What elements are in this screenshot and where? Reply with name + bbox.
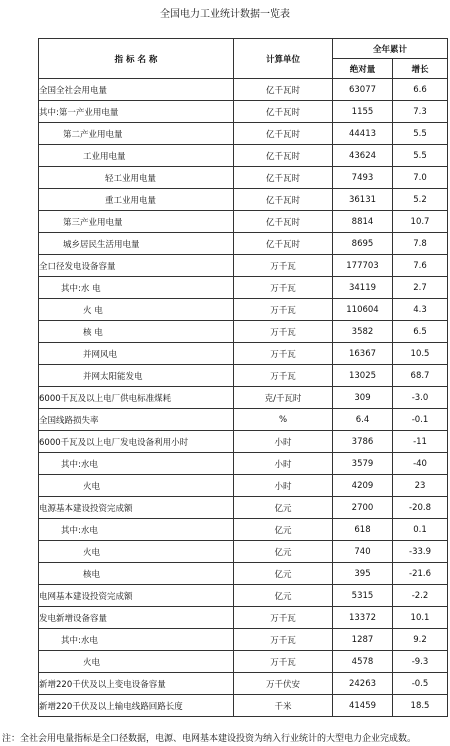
table-row — [39, 695, 448, 717]
indicator-cell — [39, 123, 234, 145]
header-unit: 计算单位 — [234, 39, 333, 79]
absolute-cell: 4578 — [333, 651, 393, 673]
unit-cell: 亿千瓦时 — [234, 123, 333, 145]
absolute-cell: 177703 — [333, 255, 393, 277]
growth-cell: 5.5 — [393, 123, 448, 145]
unit-cell: 亿千瓦时 — [234, 233, 333, 255]
absolute-cell: 3579 — [333, 453, 393, 475]
growth-cell: 7.8 — [393, 233, 448, 255]
indicator-cell — [39, 299, 234, 321]
absolute-cell: 13025 — [333, 365, 393, 387]
indicator-cell — [39, 321, 234, 343]
growth-cell: 5.2 — [393, 189, 448, 211]
growth-cell: 5.5 — [393, 145, 448, 167]
indicator-name: 火电 — [83, 657, 101, 668]
unit-cell: 万千瓦 — [234, 277, 333, 299]
absolute-cell: 7493 — [333, 167, 393, 189]
indicator-name: 并网太阳能发电 — [83, 371, 143, 382]
absolute-cell: 2700 — [333, 497, 393, 519]
growth-cell: 7.6 — [393, 255, 448, 277]
unit-cell: 万千瓦 — [234, 365, 333, 387]
growth-cell: 4.3 — [393, 299, 448, 321]
growth-cell: -3.0 — [393, 387, 448, 409]
table-row — [39, 189, 448, 211]
indicator-cell — [39, 563, 234, 585]
growth-cell: 2.7 — [393, 277, 448, 299]
unit-cell: 亿元 — [234, 497, 333, 519]
absolute-cell: 1287 — [333, 629, 393, 651]
table-row — [39, 519, 448, 541]
table-row — [39, 607, 448, 629]
indicator-cell — [39, 189, 234, 211]
indicator-name: 6000千瓦及以上电厂供电标准煤耗 — [39, 393, 172, 404]
header-indicator: 指 标 名 称 — [39, 39, 234, 79]
indicator-name: 新增220千伏及以上变电设备容量 — [39, 679, 166, 690]
indicator-cell — [39, 629, 234, 651]
indicator-cell — [39, 497, 234, 519]
unit-cell: 亿千瓦时 — [234, 189, 333, 211]
table-row — [39, 409, 448, 431]
indicator-cell — [39, 79, 234, 101]
absolute-cell: 8695 — [333, 233, 393, 255]
indicator-name: 全口径发电设备容量 — [39, 261, 116, 272]
indicator-cell — [39, 145, 234, 167]
indicator-name: 并网风电 — [83, 349, 118, 360]
indicator-cell — [39, 255, 234, 277]
indicator-cell — [39, 541, 234, 563]
unit-cell: 万千瓦 — [234, 607, 333, 629]
absolute-cell: 3582 — [333, 321, 393, 343]
table-row — [39, 123, 448, 145]
unit-cell: 亿元 — [234, 519, 333, 541]
indicator-cell — [39, 409, 234, 431]
indicator-name: 核 电 — [83, 327, 103, 338]
unit-cell: 万千瓦 — [234, 321, 333, 343]
indicator-cell — [39, 673, 234, 695]
absolute-cell: 618 — [333, 519, 393, 541]
growth-cell: 23 — [393, 475, 448, 497]
table-row — [39, 387, 448, 409]
statistics-table — [38, 38, 448, 717]
indicator-cell — [39, 695, 234, 717]
unit-cell: 小时 — [234, 475, 333, 497]
indicator-name: 其中:第一产业用电量 — [39, 107, 119, 118]
indicator-name: 其中:水 电 — [61, 283, 101, 294]
table-row — [39, 299, 448, 321]
absolute-cell: 24263 — [333, 673, 393, 695]
indicator-cell — [39, 211, 234, 233]
growth-cell: -21.6 — [393, 563, 448, 585]
table-row — [39, 431, 448, 453]
growth-cell: 7.3 — [393, 101, 448, 123]
indicator-name: 电网基本建设投资完成额 — [39, 591, 133, 602]
growth-cell: 10.7 — [393, 211, 448, 233]
indicator-name: 其中:水电 — [61, 635, 98, 646]
indicator-cell — [39, 387, 234, 409]
absolute-cell: 309 — [333, 387, 393, 409]
indicator-cell — [39, 519, 234, 541]
absolute-cell: 63077 — [333, 79, 393, 101]
indicator-cell — [39, 453, 234, 475]
unit-cell: 亿千瓦时 — [234, 101, 333, 123]
growth-cell: -0.1 — [393, 409, 448, 431]
table-title: 全国电力工业统计数据一览表 — [160, 9, 290, 20]
growth-cell: 0.1 — [393, 519, 448, 541]
indicator-cell — [39, 101, 234, 123]
absolute-cell: 4209 — [333, 475, 393, 497]
unit-cell: 万千伏安 — [234, 673, 333, 695]
indicator-cell — [39, 585, 234, 607]
growth-cell: -33.9 — [393, 541, 448, 563]
growth-cell: 9.2 — [393, 629, 448, 651]
absolute-cell: 3786 — [333, 431, 393, 453]
footnote: 注：全社会用电量指标是全口径数据，电源、电网基本建设投资为纳入行业统计的大型电力企业完成数。 — [2, 734, 417, 744]
absolute-cell: 36131 — [333, 189, 393, 211]
absolute-cell: 13372 — [333, 607, 393, 629]
indicator-cell — [39, 475, 234, 497]
unit-cell: 亿元 — [234, 585, 333, 607]
table-row — [39, 629, 448, 651]
indicator-name: 其中:水电 — [61, 459, 98, 470]
table-row — [39, 233, 448, 255]
absolute-cell: 1155 — [333, 101, 393, 123]
header-growth: 增长 — [393, 59, 448, 79]
growth-cell: 18.5 — [393, 695, 448, 717]
table-row — [39, 321, 448, 343]
indicator-name: 全国全社会用电量 — [39, 85, 108, 96]
table-row — [39, 453, 448, 475]
table-row — [39, 475, 448, 497]
growth-cell: -20.8 — [393, 497, 448, 519]
indicator-name: 发电新增设备容量 — [39, 613, 108, 624]
table-row — [39, 365, 448, 387]
indicator-cell — [39, 651, 234, 673]
growth-cell: 6.6 — [393, 79, 448, 101]
absolute-cell: 5315 — [333, 585, 393, 607]
unit-cell: 亿千瓦时 — [234, 167, 333, 189]
table-row — [39, 563, 448, 585]
table-row — [39, 145, 448, 167]
indicator-name: 其中:水电 — [61, 525, 98, 536]
growth-cell: -2.2 — [393, 585, 448, 607]
growth-cell: 6.5 — [393, 321, 448, 343]
header-absolute: 绝对量 — [333, 59, 393, 79]
indicator-name: 重工业用电量 — [105, 195, 157, 206]
indicator-name: 火电 — [83, 547, 101, 558]
indicator-name: 第二产业用电量 — [63, 129, 123, 140]
table-row — [39, 497, 448, 519]
absolute-cell: 44413 — [333, 123, 393, 145]
absolute-cell: 8814 — [333, 211, 393, 233]
table-row — [39, 585, 448, 607]
indicator-name: 6000千瓦及以上电厂发电设备利用小时 — [39, 437, 189, 448]
absolute-cell: 34119 — [333, 277, 393, 299]
absolute-cell: 395 — [333, 563, 393, 585]
growth-cell: -0.5 — [393, 673, 448, 695]
unit-cell: 亿元 — [234, 541, 333, 563]
unit-cell: 万千瓦 — [234, 651, 333, 673]
unit-cell: 万千瓦 — [234, 343, 333, 365]
indicator-cell — [39, 365, 234, 387]
growth-cell: 10.5 — [393, 343, 448, 365]
unit-cell: 千米 — [234, 695, 333, 717]
indicator-name: 第三产业用电量 — [63, 217, 123, 228]
indicator-cell — [39, 343, 234, 365]
indicator-name: 电源基本建设投资完成额 — [39, 503, 133, 514]
table-row — [39, 541, 448, 563]
unit-cell: 万千瓦 — [234, 255, 333, 277]
growth-cell: 10.1 — [393, 607, 448, 629]
absolute-cell: 6.4 — [333, 409, 393, 431]
table-row — [39, 673, 448, 695]
table-row — [39, 651, 448, 673]
indicator-name: 轻工业用电量 — [105, 173, 157, 184]
growth-cell: -11 — [393, 431, 448, 453]
absolute-cell: 740 — [333, 541, 393, 563]
unit-cell: 克/千瓦时 — [234, 387, 333, 409]
unit-cell: 小时 — [234, 431, 333, 453]
table-row — [39, 167, 448, 189]
unit-cell: 亿元 — [234, 563, 333, 585]
growth-cell: 68.7 — [393, 365, 448, 387]
indicator-name: 全国线路损失率 — [39, 415, 99, 426]
indicator-name: 新增220千伏及以上输电线路回路长度 — [39, 701, 183, 712]
table-row — [39, 211, 448, 233]
absolute-cell: 110604 — [333, 299, 393, 321]
indicator-cell — [39, 277, 234, 299]
table-row — [39, 277, 448, 299]
indicator-name: 工业用电量 — [83, 151, 126, 162]
indicator-cell — [39, 431, 234, 453]
indicator-name: 火电 — [83, 481, 101, 492]
table-header — [39, 39, 448, 79]
unit-cell: 小时 — [234, 453, 333, 475]
table-row — [39, 343, 448, 365]
unit-cell: 亿千瓦时 — [234, 211, 333, 233]
table-row — [39, 255, 448, 277]
unit-cell: 万千瓦 — [234, 299, 333, 321]
indicator-cell — [39, 607, 234, 629]
growth-cell: -40 — [393, 453, 448, 475]
absolute-cell: 16367 — [333, 343, 393, 365]
absolute-cell: 43624 — [333, 145, 393, 167]
unit-cell: 万千瓦 — [234, 629, 333, 651]
unit-cell: 亿千瓦时 — [234, 145, 333, 167]
absolute-cell: 41459 — [333, 695, 393, 717]
indicator-cell — [39, 167, 234, 189]
growth-cell: 7.0 — [393, 167, 448, 189]
table-row — [39, 101, 448, 123]
indicator-name: 核电 — [83, 569, 101, 580]
table-body — [39, 79, 448, 717]
growth-cell: -9.3 — [393, 651, 448, 673]
header-year-total: 全年累计 — [333, 39, 448, 59]
table-row — [39, 79, 448, 101]
indicator-name: 城乡居民生活用电量 — [63, 239, 140, 250]
indicator-name: 火 电 — [83, 305, 103, 316]
unit-cell: 亿千瓦时 — [234, 79, 333, 101]
unit-cell: % — [234, 409, 333, 431]
indicator-cell — [39, 233, 234, 255]
